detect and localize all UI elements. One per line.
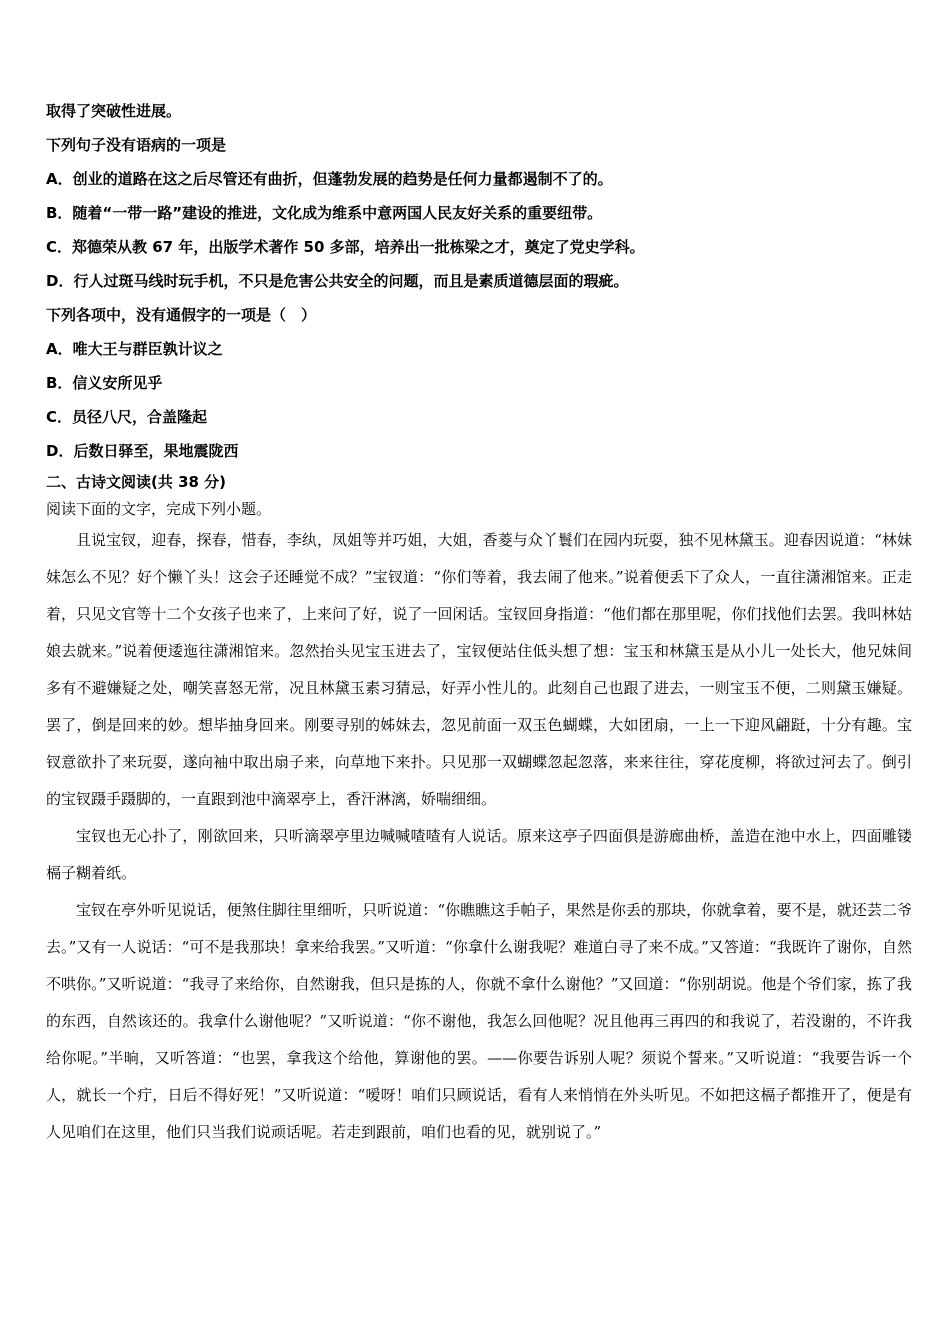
question-tongjia-stem: 下列各项中，没有通假字的一项是（ ） xyxy=(46,306,317,324)
section-instruction: 阅读下面的文字，完成下列小题。 xyxy=(46,500,272,518)
intro-continuation: 取得了突破性进展。 xyxy=(46,102,182,120)
question-grammar-option-b: B．随着“一带一路”建设的推进，文化成为维系中意两国人民友好关系的重要纽带。 xyxy=(46,204,603,222)
passage-paragraph-1: 且说宝钗，迎春，探春，惜春，李纨，凤姐等并巧姐，大姐，香菱与众丫鬟们在园内玩耍，独不见林黛玉。迎春因说道：“林妹妹怎么不见？好个懒丫头！这会子还睡觉不成？”宝钗道：“你们等着，我去闹了他来。”说着便丢下了众人，一直往潇湘馆来。正走着，只见文官等十二个女孩子也来了，上来问了好，说了一回闲话。宝钗回身指道：“他们都在那里呢，你们找他们去罢。我叫林姑娘去就来。”说着便逶迤往潇湘馆来。忽然抬头见宝玉进去了，宝钗便站住低头想了想：宝玉和林黛玉是从小儿一处长大，他兄妹间多有不避嫌疑之处，嘲笑喜怒无常，况且林黛玉素习猜忌，好弄小性儿的。此刻自己也跟了进去，一则宝玉不便，二则黛玉嫌疑。罢了，倒是回来的妙。想毕抽身回来。刚要寻别的姊妹去，忽见前面一双玉色蝴蝶，大如团扇，一上一下迎风翩跹，十分有趣。宝钗意欲扑了来玩耍，遂向袖中取出扇子来，向草地下来扑。只见那一双蝴蝶忽起忽落，来来往往，穿花度柳，将欲过河去了。倒引的宝钗蹑手蹑脚的，一直跟到池中滴翠亭上，香汗淋漓，娇喘细细。 xyxy=(46,531,912,808)
passage-paragraph-2: 宝钗也无心扑了，刚欲回来，只听滴翠亭里边喊喊喳喳有人说话。原来这亭子四面俱是游廊曲桥，盖造在池中水上，四面雕镂槅子糊着纸。 xyxy=(46,827,912,882)
passage-paragraph-3: 宝钗在亭外听见说话，便煞住脚往里细听，只听说道：“你瞧瞧这手帕子，果然是你丢的那块，你就拿着，要不是，就还芸二爷去。”又有一人说话：“可不是我那块！拿来给我罢。”又听道：“你拿什么谢我呢？难道白寻了来不成。”又答道：“我既许了谢你，自然不哄你。”又听说道：“我寻了来给你，自然谢我，但只是拣的人，你就不拿什么谢他？”又回道：“你别胡说。他是个爷们家，拣了我的东西，自然该还的。我拿什么谢他呢？”又听说道：“你不谢他，我怎么回他呢？况且他再三再四的和我说了，若没谢的，不许我给你呢。”半晌，又听答道：“也罢，拿我这个给他，算谢他的罢。——你要告诉别人呢？须说个誓来。”又听说道：“我要告诉一个人，就长一个疔，日后不得好死！”又听说道：“嗳呀！咱们只顾说话，看有人来悄悄在外头听见。不如把这槅子都推开了，便是有人见咱们在这里，他们只当我们说顽话呢。若走到跟前，咱们也看的见，就别说了。” xyxy=(46,901,912,1141)
question-grammar-option-a: A．创业的道路在这之后尽管还有曲折，但蓬勃发展的趋势是任何力量都遏制不了的。 xyxy=(46,170,613,188)
question-tongjia-option-a: A．唯大王与群臣孰计议之 xyxy=(46,340,223,358)
question-grammar-option-d: D．行人过斑马线时玩手机，不只是危害公共安全的问题，而且是素质道德层面的瑕疵。 xyxy=(46,272,629,290)
question-grammar-option-c: C．郑德荣从教 67 年，出版学术著作 50 多部，培养出一批栋梁之才，奠定了党史学科。 xyxy=(46,238,645,256)
question-tongjia-option-c: C．员径八尺，合盖隆起 xyxy=(46,408,208,426)
question-tongjia-option-d: D．后数日驿至，果地震陇西 xyxy=(46,442,239,460)
section-title: 二、古诗文阅读(共 38 分) xyxy=(46,473,227,491)
question-grammar-stem: 下列句子没有语病的一项是 xyxy=(46,136,227,154)
question-tongjia-option-b: B．信义安所见乎 xyxy=(46,374,163,392)
